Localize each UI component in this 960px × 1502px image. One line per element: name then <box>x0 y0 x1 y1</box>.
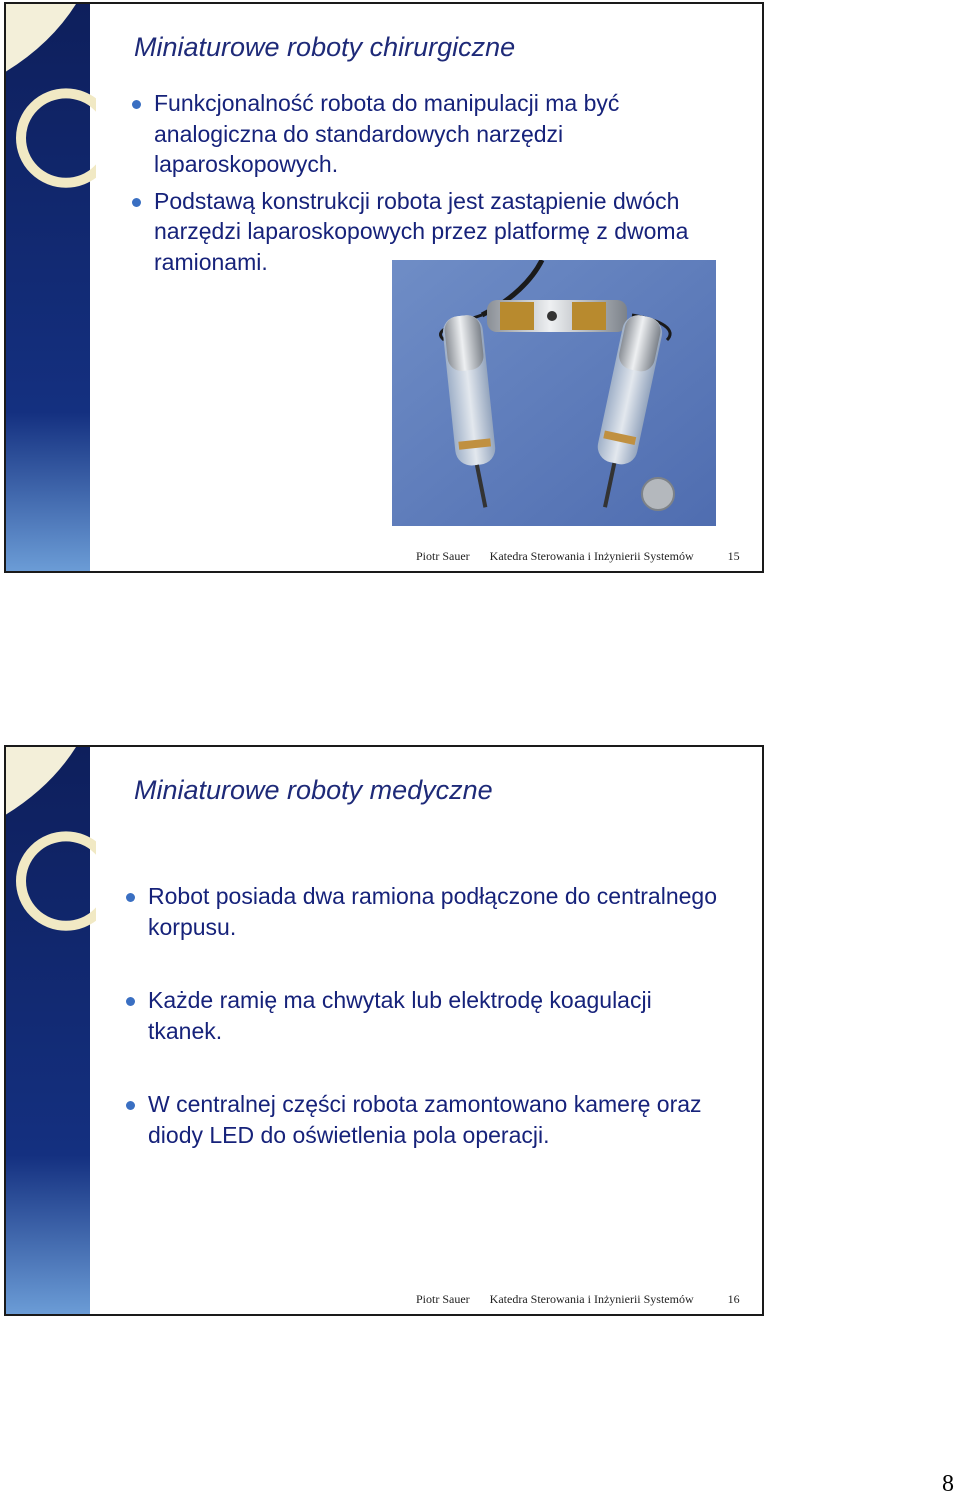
list-item <box>148 985 728 1046</box>
list-item <box>148 1089 728 1150</box>
bullet-list <box>148 881 728 1150</box>
list-item <box>148 881 728 942</box>
slide-decoration <box>6 4 96 571</box>
footer-author: Piotr Sauer <box>416 1292 470 1306</box>
slide-title: Miniaturowe roboty medyczne <box>134 775 493 805</box>
list-item <box>154 88 734 180</box>
bullet-icon <box>126 893 135 902</box>
bullet-icon <box>132 100 141 109</box>
robot-photo <box>392 260 716 526</box>
bullet-icon <box>132 198 141 207</box>
page-number: 8 <box>942 1471 954 1497</box>
bullet-text: Każde ramię ma chwytak lub elektrodę koagulacji tkanek. <box>148 987 652 1044</box>
bullet-text: Podstawą konstrukcji robota jest zastąpienie dwóch narzędzi laparoskopowych przez platformę z dwoma ramionami. <box>154 187 689 275</box>
bullet-icon <box>126 1101 135 1110</box>
slide-footer <box>416 1292 740 1307</box>
slide-decoration <box>6 747 96 1314</box>
slide-footer <box>416 549 740 564</box>
footer-department: Katedra Sterowania i Inżynierii Systemów <box>489 1292 694 1306</box>
slide-title: Miniaturowe roboty chirurgiczne <box>134 32 516 62</box>
slide-number: 15 <box>727 549 740 563</box>
footer-department: Katedra Sterowania i Inżynierii Systemów <box>489 549 694 563</box>
slide-number: 16 <box>727 1292 740 1306</box>
bullet-icon <box>126 997 135 1006</box>
bullet-list <box>154 88 734 277</box>
bullet-text: Robot posiada dwa ramiona podłączone do centralnego korpusu. <box>148 883 718 940</box>
footer-author: Piotr Sauer <box>416 549 470 563</box>
bullet-text: W centralnej części robota zamontowano kamerę oraz diody LED do oświetlenia pola operacji. <box>148 1091 702 1148</box>
slide-16 <box>4 745 764 1316</box>
slide-15 <box>4 2 764 573</box>
bullet-text: Funkcjonalność robota do manipulacji ma być analogiczna do standardowych narzędzi laparoskopowych. <box>154 90 620 177</box>
